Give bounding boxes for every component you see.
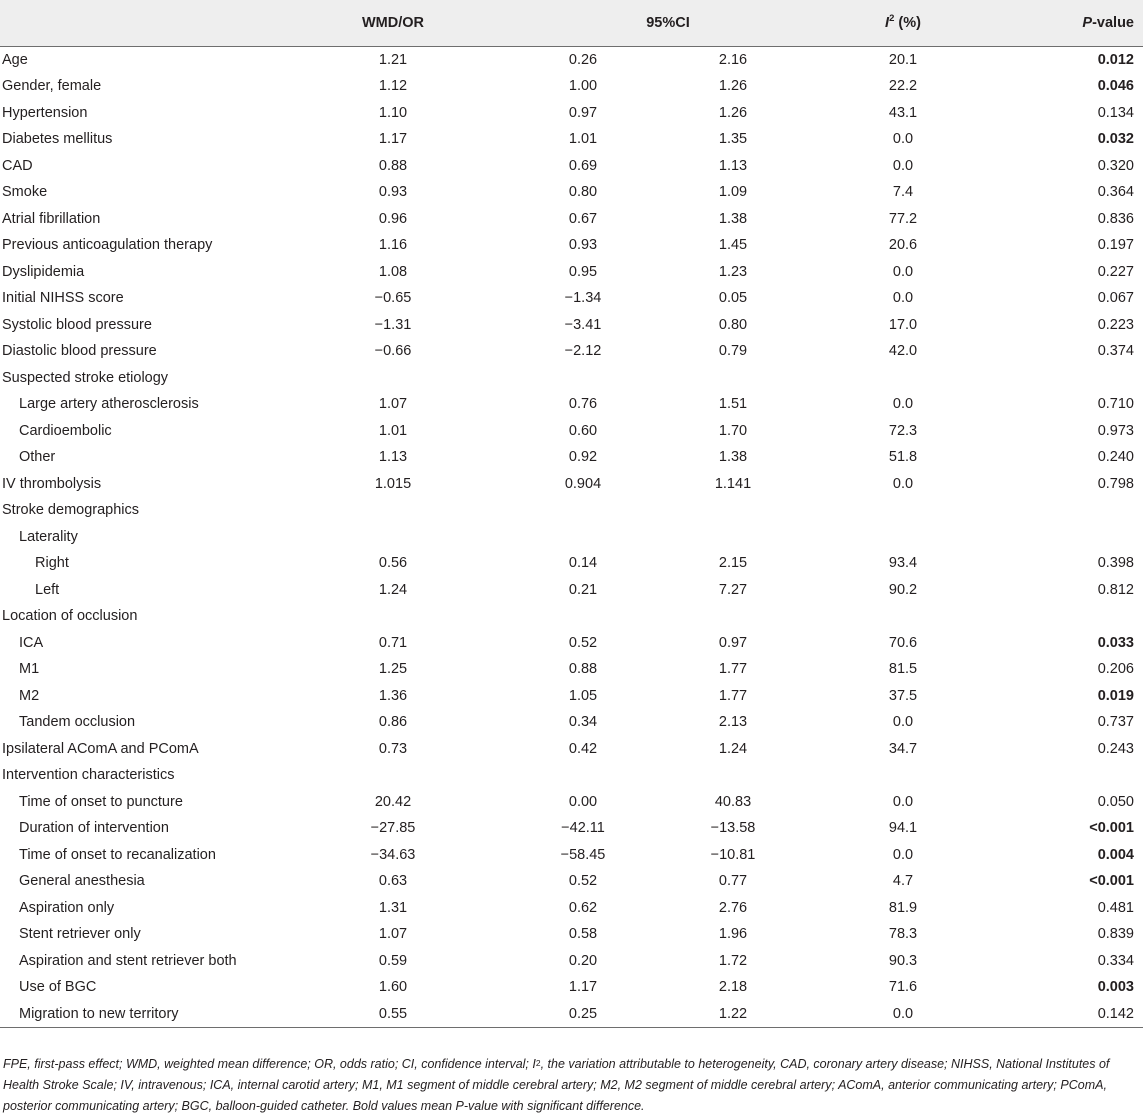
cell-p-value <box>988 497 1143 524</box>
cell-p-value: 0.812 <box>1097 581 1134 598</box>
footnote-sup: 2 <box>535 1058 541 1068</box>
cell-p-value: 0.019 <box>1097 687 1134 704</box>
table-row <box>0 550 1143 577</box>
cell-wmd-or: 1.07 <box>378 926 408 943</box>
cell-ci-lower: −42.11 <box>561 820 605 837</box>
cell-ci-lower: 1.01 <box>568 131 598 148</box>
cell-ci-upper: 1.141 <box>714 475 752 492</box>
cell-wmd-or: 1.12 <box>378 78 408 95</box>
cell-ci-lower: 1.00 <box>568 78 598 95</box>
cell-wmd-or: 1.08 <box>378 263 408 280</box>
cell-i2 <box>818 524 988 551</box>
cell-ci-upper <box>648 603 818 630</box>
cell-p-value: 0.197 <box>1097 237 1134 254</box>
row-label: Dyslipidemia <box>2 263 85 280</box>
cell-wmd-or: 1.17 <box>378 131 408 148</box>
cell-i2: 34.7 <box>888 740 918 757</box>
cell-i2: 0.0 <box>892 1005 914 1022</box>
cell-wmd-or <box>268 524 518 551</box>
row-label: M2 <box>19 687 40 704</box>
cell-i2: 51.8 <box>888 449 918 466</box>
header-wmd-or: WMD/OR <box>361 14 424 31</box>
cell-ci-lower: 0.42 <box>568 740 598 757</box>
cell-ci-lower <box>518 497 648 524</box>
cell-i2: 20.6 <box>888 237 918 254</box>
cell-p-value: 0.398 <box>1097 555 1134 572</box>
cell-wmd-or <box>268 762 518 789</box>
cell-wmd-or <box>268 365 518 392</box>
row-label: M1 <box>19 661 40 678</box>
cell-ci-upper: 2.13 <box>718 714 748 731</box>
table-row <box>0 471 1143 498</box>
table-row <box>0 46 1143 73</box>
cell-ci-lower: −2.12 <box>564 343 602 360</box>
header-p-italic: P <box>1082 14 1093 31</box>
cell-i2: 90.2 <box>888 581 918 598</box>
cell-p-value: 0.004 <box>1097 846 1134 863</box>
row-label: Hypertension <box>2 104 88 121</box>
cell-wmd-or: 1.10 <box>378 104 408 121</box>
row-label: Atrial fibrillation <box>2 210 101 227</box>
row-label: Tandem occlusion <box>19 714 136 731</box>
cell-ci-lower: 0.92 <box>568 449 598 466</box>
cell-ci-lower: −58.45 <box>560 846 606 863</box>
table-row <box>0 73 1143 100</box>
cell-wmd-or: 0.73 <box>378 740 408 757</box>
row-label: Other <box>19 449 56 466</box>
cell-p-value: 0.032 <box>1097 131 1134 148</box>
cell-wmd-or <box>268 603 518 630</box>
row-label: Time of onset to recanalization <box>19 846 216 863</box>
table-row <box>0 1001 1143 1028</box>
row-label: Initial NIHSS score <box>2 290 124 307</box>
cell-p-value: 0.481 <box>1097 899 1134 916</box>
cell-ci-upper <box>648 762 818 789</box>
cell-ci-upper: 1.72 <box>718 952 748 969</box>
cell-ci-lower: 0.34 <box>568 714 598 731</box>
table-body <box>0 46 1143 1028</box>
cell-i2: 0.0 <box>892 846 914 863</box>
row-label: Right <box>35 555 69 572</box>
cell-i2: 0.0 <box>892 290 914 307</box>
table-row <box>0 815 1143 842</box>
footnote-part1: FPE, first-pass effect; WMD, weighted mean difference; OR, odds ratio; CI, confidence interval; I <box>3 1057 536 1071</box>
cell-wmd-or: 1.01 <box>378 422 408 439</box>
table-row <box>0 232 1143 259</box>
cell-ci-lower: 0.62 <box>568 899 598 916</box>
cell-ci-lower: −1.34 <box>564 290 602 307</box>
row-label: Systolic blood pressure <box>2 316 152 333</box>
cell-i2: 37.5 <box>888 687 918 704</box>
cell-p-value: 0.223 <box>1097 316 1134 333</box>
cell-ci-upper: 1.35 <box>718 131 748 148</box>
cell-ci-upper: 1.38 <box>718 210 748 227</box>
row-label: Duration of intervention <box>19 820 169 837</box>
cell-ci-upper: 0.80 <box>718 316 748 333</box>
cell-p-value: 0.003 <box>1097 979 1134 996</box>
cell-ci-lower: 0.904 <box>564 475 602 492</box>
cell-ci-lower <box>518 762 648 789</box>
cell-p-value: 0.142 <box>1097 1005 1134 1022</box>
header-p-suffix: -value <box>1092 14 1134 31</box>
cell-wmd-or: 0.96 <box>378 210 408 227</box>
cell-ci-upper: 1.26 <box>718 78 748 95</box>
row-label: CAD <box>2 157 33 174</box>
cell-wmd-or: 20.42 <box>374 793 412 810</box>
row-label: Aspiration and stent retriever both <box>19 952 237 969</box>
table-row <box>0 895 1143 922</box>
cell-i2: 22.2 <box>888 78 918 95</box>
row-label: Intervention characteristics <box>2 767 175 784</box>
cell-ci-lower: 0.14 <box>568 555 598 572</box>
cell-wmd-or: −1.31 <box>374 316 412 333</box>
table-row <box>0 206 1143 233</box>
cell-ci-upper: 1.22 <box>718 1005 748 1022</box>
cell-i2: 0.0 <box>892 396 914 413</box>
cell-p-value <box>988 603 1143 630</box>
cell-wmd-or: 1.015 <box>374 475 412 492</box>
cell-i2: 0.0 <box>892 714 914 731</box>
cell-ci-upper: 0.77 <box>718 873 748 890</box>
footnote-part2: , the variation attributable to heterogeneity, CAD, coronary artery disease; NIHSS, National Institutes of Health Stroke Scale; IV, intravenous; ICA, internal carotid artery; M1, M1 segment of middle cerebral artery; M2, M2 segment of middle cerebral artery; AComA, anterior communicating artery; PComA, posterior communicating artery; BGC, balloon-guided catheter. Bold values mean P-value with significant difference. <box>3 1057 1110 1113</box>
cell-wmd-or: 1.07 <box>378 396 408 413</box>
cell-ci-lower: 0.52 <box>568 634 598 651</box>
cell-p-value: 0.012 <box>1097 51 1134 68</box>
cell-ci-lower: 0.52 <box>568 873 598 890</box>
table-row <box>0 126 1143 153</box>
cell-ci-upper: 1.77 <box>718 687 748 704</box>
cell-wmd-or: 1.13 <box>378 449 408 466</box>
cell-ci-lower: −3.41 <box>564 316 602 333</box>
cell-ci-lower: 0.97 <box>568 104 598 121</box>
table-row <box>0 285 1143 312</box>
table-row <box>0 948 1143 975</box>
cell-ci-lower: 0.80 <box>568 184 598 201</box>
header-i2-letter: I <box>885 14 890 31</box>
row-label: Ipsilateral AComA and PComA <box>2 740 199 757</box>
row-label: Age <box>2 51 28 68</box>
cell-p-value: 0.227 <box>1097 263 1134 280</box>
cell-ci-lower: 0.88 <box>568 661 598 678</box>
cell-wmd-or: 0.71 <box>378 634 408 651</box>
cell-ci-lower: 0.26 <box>568 51 598 68</box>
cell-ci-upper: 2.76 <box>718 899 748 916</box>
cell-wmd-or: 1.24 <box>378 581 408 598</box>
cell-ci-upper: 1.24 <box>718 740 748 757</box>
cell-ci-lower: 0.58 <box>568 926 598 943</box>
cell-ci-lower <box>518 524 648 551</box>
cell-p-value <box>988 762 1143 789</box>
cell-ci-upper: 1.70 <box>718 422 748 439</box>
row-label: IV thrombolysis <box>2 475 102 492</box>
cell-p-value: 0.050 <box>1097 793 1134 810</box>
cell-ci-upper: 1.26 <box>718 104 748 121</box>
cell-ci-upper: −13.58 <box>710 820 756 837</box>
cell-ci-lower: 0.93 <box>568 237 598 254</box>
cell-i2: 0.0 <box>892 131 914 148</box>
cell-i2: 72.3 <box>888 422 918 439</box>
cell-i2: 93.4 <box>888 555 918 572</box>
table-header <box>0 0 1143 46</box>
cell-i2: 0.0 <box>892 475 914 492</box>
cell-p-value: 0.364 <box>1097 184 1134 201</box>
cell-wmd-or: 1.21 <box>378 51 408 68</box>
cell-ci-upper: 2.16 <box>718 51 748 68</box>
table-row <box>0 179 1143 206</box>
cell-p-value: 0.374 <box>1097 343 1134 360</box>
cell-ci-lower: 0.67 <box>568 210 598 227</box>
table-row <box>0 921 1143 948</box>
table-row <box>0 365 1143 392</box>
cell-p-value: 0.836 <box>1097 210 1134 227</box>
cell-wmd-or: −34.63 <box>370 846 416 863</box>
cell-ci-upper: 1.96 <box>718 926 748 943</box>
cell-wmd-or: 1.36 <box>378 687 408 704</box>
cell-ci-upper: 7.27 <box>718 581 748 598</box>
row-label: Left <box>35 581 60 598</box>
table-row <box>0 577 1143 604</box>
cell-p-value: 0.973 <box>1097 422 1134 439</box>
cell-wmd-or: 0.56 <box>378 555 408 572</box>
cell-i2 <box>818 603 988 630</box>
cell-ci-lower: 0.00 <box>568 793 598 810</box>
cell-i2: 17.0 <box>888 316 918 333</box>
cell-p-value: 0.839 <box>1097 926 1134 943</box>
cell-ci-lower: 0.21 <box>568 581 598 598</box>
table-row <box>0 603 1143 630</box>
table-row <box>0 736 1143 763</box>
cell-ci-lower: 1.17 <box>568 979 598 996</box>
cell-ci-upper <box>648 524 818 551</box>
cell-i2: 4.7 <box>892 873 914 890</box>
table-row <box>0 524 1143 551</box>
cell-ci-lower: 0.25 <box>568 1005 598 1022</box>
cell-ci-upper: 2.15 <box>718 555 748 572</box>
row-label: Aspiration only <box>19 899 115 916</box>
cell-p-value: 0.240 <box>1097 449 1134 466</box>
cell-wmd-or: 0.59 <box>378 952 408 969</box>
cell-ci-upper <box>648 497 818 524</box>
cell-wmd-or: 0.86 <box>378 714 408 731</box>
header-i2-sup: 2 <box>889 12 895 24</box>
table-row <box>0 100 1143 127</box>
cell-ci-upper: 1.13 <box>718 157 748 174</box>
cell-p-value: 0.334 <box>1097 952 1134 969</box>
row-label: Previous anticoagulation therapy <box>2 237 213 254</box>
row-label: Migration to new territory <box>19 1005 179 1022</box>
cell-ci-upper: 1.51 <box>718 396 748 413</box>
cell-i2: 94.1 <box>888 820 918 837</box>
row-label: Suspected stroke etiology <box>2 369 169 386</box>
cell-p-value: 0.134 <box>1097 104 1134 121</box>
cell-ci-upper: −10.81 <box>710 846 756 863</box>
table-row <box>0 974 1143 1001</box>
cell-wmd-or: 1.25 <box>378 661 408 678</box>
cell-wmd-or: −0.66 <box>374 343 412 360</box>
cell-wmd-or <box>268 497 518 524</box>
table-row <box>0 153 1143 180</box>
cell-ci-lower <box>518 365 648 392</box>
cell-p-value: <0.001 <box>1089 820 1134 837</box>
cell-ci-lower <box>518 603 648 630</box>
cell-wmd-or: 1.31 <box>378 899 408 916</box>
header-variable <box>0 0 268 46</box>
cell-wmd-or: −27.85 <box>370 820 416 837</box>
cell-p-value: 0.737 <box>1097 714 1134 731</box>
cell-i2: 78.3 <box>888 926 918 943</box>
table-row <box>0 762 1143 789</box>
cell-p-value: <0.001 <box>1089 873 1134 890</box>
header-95ci: 95%CI <box>646 14 690 31</box>
table-row <box>0 312 1143 339</box>
cell-i2: 7.4 <box>892 184 914 201</box>
cell-ci-lower: 0.60 <box>568 422 598 439</box>
header-p-value <box>988 0 1143 46</box>
cell-i2 <box>818 497 988 524</box>
row-label: Diastolic blood pressure <box>2 343 157 360</box>
row-label: Use of BGC <box>19 979 97 996</box>
cell-i2: 0.0 <box>892 263 914 280</box>
cell-i2 <box>818 365 988 392</box>
table-row <box>0 497 1143 524</box>
table-row <box>0 709 1143 736</box>
cell-ci-lower: 1.05 <box>568 687 598 704</box>
cell-i2: 90.3 <box>888 952 918 969</box>
cell-ci-lower: 0.20 <box>568 952 598 969</box>
cell-i2: 0.0 <box>892 793 914 810</box>
row-label: Laterality <box>19 528 78 545</box>
table-row <box>0 842 1143 869</box>
cell-p-value <box>988 365 1143 392</box>
table-row <box>0 656 1143 683</box>
row-label: Large artery atherosclerosis <box>19 396 199 413</box>
cell-ci-upper: 40.83 <box>714 793 752 810</box>
cell-wmd-or: −0.65 <box>374 290 412 307</box>
header-i2-suffix: (%) <box>894 14 921 31</box>
cell-i2: 71.6 <box>888 979 918 996</box>
row-label: Stroke demographics <box>2 502 140 519</box>
row-label: ICA <box>19 634 44 651</box>
table-row <box>0 444 1143 471</box>
cell-p-value: 0.033 <box>1097 634 1134 651</box>
row-label: Stent retriever only <box>19 926 141 943</box>
cell-ci-upper: 1.45 <box>718 237 748 254</box>
cell-i2: 70.6 <box>888 634 918 651</box>
table-row <box>0 789 1143 816</box>
row-label: Cardioembolic <box>19 422 112 439</box>
cell-ci-upper <box>648 365 818 392</box>
cell-wmd-or: 0.88 <box>378 157 408 174</box>
cell-ci-lower: 0.76 <box>568 396 598 413</box>
cell-i2: 77.2 <box>888 210 918 227</box>
cell-p-value: 0.710 <box>1097 396 1134 413</box>
cell-i2: 0.0 <box>892 157 914 174</box>
header-row <box>0 0 1143 46</box>
cell-wmd-or: 0.55 <box>378 1005 408 1022</box>
cell-ci-lower: 0.95 <box>568 263 598 280</box>
table-row <box>0 630 1143 657</box>
cell-ci-upper: 1.77 <box>718 661 748 678</box>
table-row <box>0 868 1143 895</box>
cell-p-value: 0.206 <box>1097 661 1134 678</box>
cell-p-value <box>988 524 1143 551</box>
cell-i2: 81.5 <box>888 661 918 678</box>
cell-wmd-or: 0.93 <box>378 184 408 201</box>
table-row <box>0 338 1143 365</box>
cell-ci-upper: 0.05 <box>718 290 748 307</box>
cell-p-value: 0.243 <box>1097 740 1134 757</box>
cell-i2: 20.1 <box>888 51 918 68</box>
cell-ci-upper: 2.18 <box>718 979 748 996</box>
row-label: Smoke <box>2 184 48 201</box>
table-row <box>0 683 1143 710</box>
row-label: Location of occlusion <box>2 608 138 625</box>
row-label: Diabetes mellitus <box>2 131 113 148</box>
row-label: General anesthesia <box>19 873 145 890</box>
table-row <box>0 391 1143 418</box>
cell-i2 <box>818 762 988 789</box>
cell-i2: 81.9 <box>888 899 918 916</box>
cell-wmd-or: 0.63 <box>378 873 408 890</box>
cell-wmd-or: 1.60 <box>378 979 408 996</box>
cell-p-value: 0.067 <box>1097 290 1134 307</box>
cell-ci-lower: 0.69 <box>568 157 598 174</box>
table-row <box>0 418 1143 445</box>
row-label: Gender, female <box>2 78 102 95</box>
cell-p-value: 0.320 <box>1097 157 1134 174</box>
cell-ci-upper: 1.09 <box>718 184 748 201</box>
cell-i2: 42.0 <box>888 343 918 360</box>
cell-p-value: 0.798 <box>1097 475 1134 492</box>
table-row <box>0 259 1143 286</box>
header-i2 <box>818 0 988 46</box>
cell-wmd-or: 1.16 <box>378 237 408 254</box>
cell-i2: 43.1 <box>888 104 918 121</box>
cell-p-value: 0.046 <box>1097 78 1134 95</box>
cell-ci-upper: 1.23 <box>718 263 748 280</box>
cell-ci-upper: 0.97 <box>718 634 748 651</box>
cell-ci-upper: 0.79 <box>718 343 748 360</box>
cell-ci-upper: 1.38 <box>718 449 748 466</box>
row-label: Time of onset to puncture <box>19 793 183 810</box>
